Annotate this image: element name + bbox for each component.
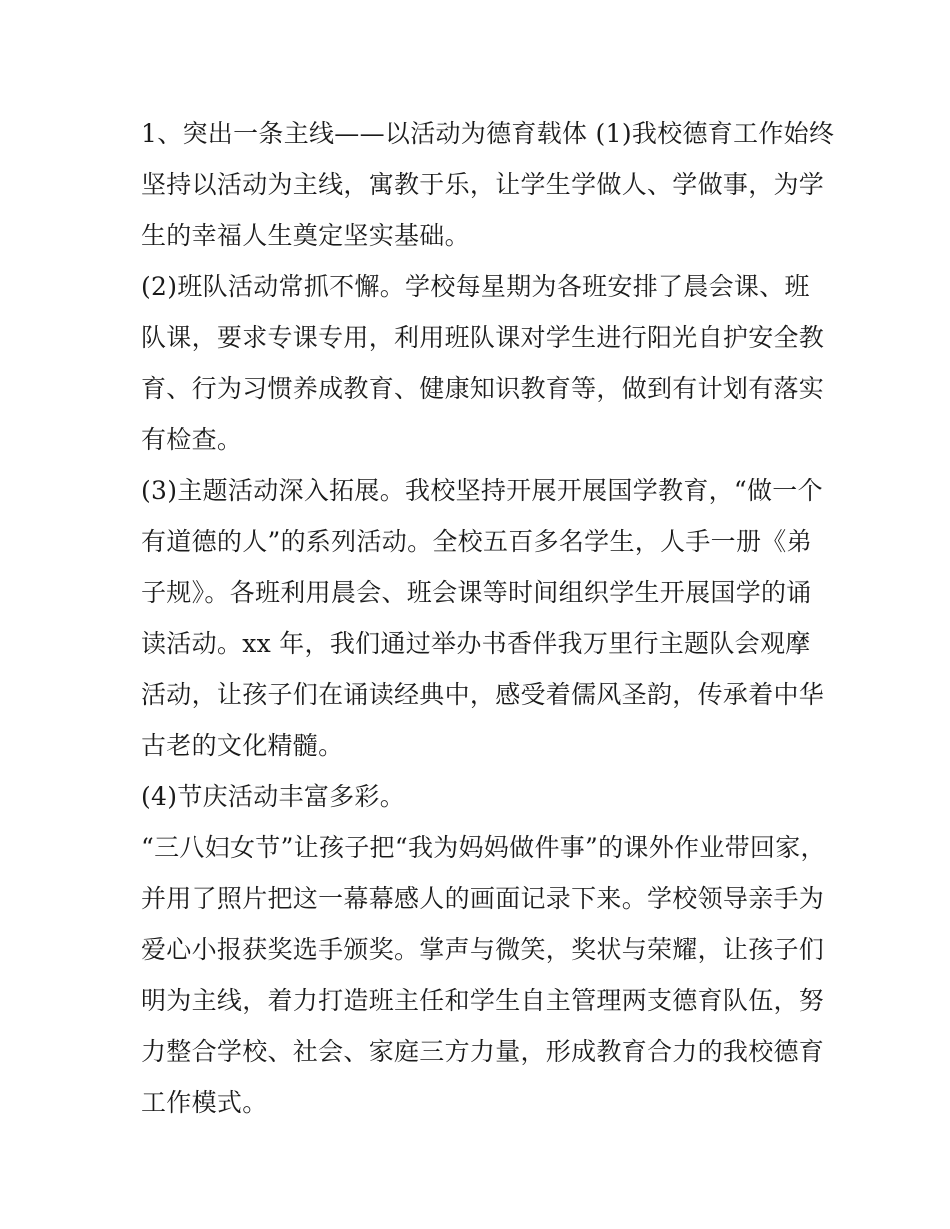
text-line: 1、突出一条主线——以活动为德育载体 (1)我校德育工作始终 [141, 119, 835, 148]
document-body [141, 108, 835, 1128]
text-line: 明为主线，着力打造班主任和学生自主管理两支德育队伍，努 [141, 986, 825, 1015]
text-line: (2)班队活动常抓不懈。学校每星期为各班安排了晨会课、班 [141, 272, 810, 301]
text-line: 队课，要求专课专用，利用班队课对学生进行阳光自护安全教 [141, 323, 825, 352]
text-line: 力整合学校、社会、家庭三方力量，形成教育合力的我校德育 [141, 1037, 825, 1066]
text-line: 古老的文化精髓。 [141, 731, 344, 760]
text-line: 活动，让孩子们在诵读经典中，感受着儒风圣韵，传承着中华 [141, 680, 825, 709]
text-line: 并用了照片把这一幕幕感人的画面记录下来。学校领导亲手为 [141, 884, 825, 913]
text-line: 爱心小报获奖选手颁奖。掌声与微笑，奖状与荣耀，让孩子们 [141, 935, 825, 964]
text-line: 有道德的人”的系列活动。全校五百多名学生，人手一册《弟 [141, 527, 812, 556]
text-line: 子规》。各班利用晨会、班会课等时间组织学生开展国学的诵 [141, 578, 812, 607]
text-line: (3)主题活动深入拓展。我校坚持开展开展国学教育，“做一个 [141, 476, 823, 505]
text-line: 育、行为习惯养成教育、健康知识教育等，做到有计划有落实 [141, 374, 825, 403]
text-line: 读活动。xx 年，我们通过举办书香伴我万里行主题队会观摩 [141, 629, 811, 658]
text-line: 生的幸福人生奠定坚实基础。 [141, 221, 470, 250]
text-line: 有检查。 [141, 425, 243, 454]
text-line: “三八妇女节”让孩子把“我为妈妈做件事”的课外作业带回家， [141, 833, 826, 862]
text-line: 工作模式。 [141, 1088, 268, 1117]
text-line: 坚持以活动为主线，寓教于乐，让学生学做人、学做事，为学 [141, 170, 825, 199]
text-line: (4)节庆活动丰富多彩。 [141, 782, 406, 811]
